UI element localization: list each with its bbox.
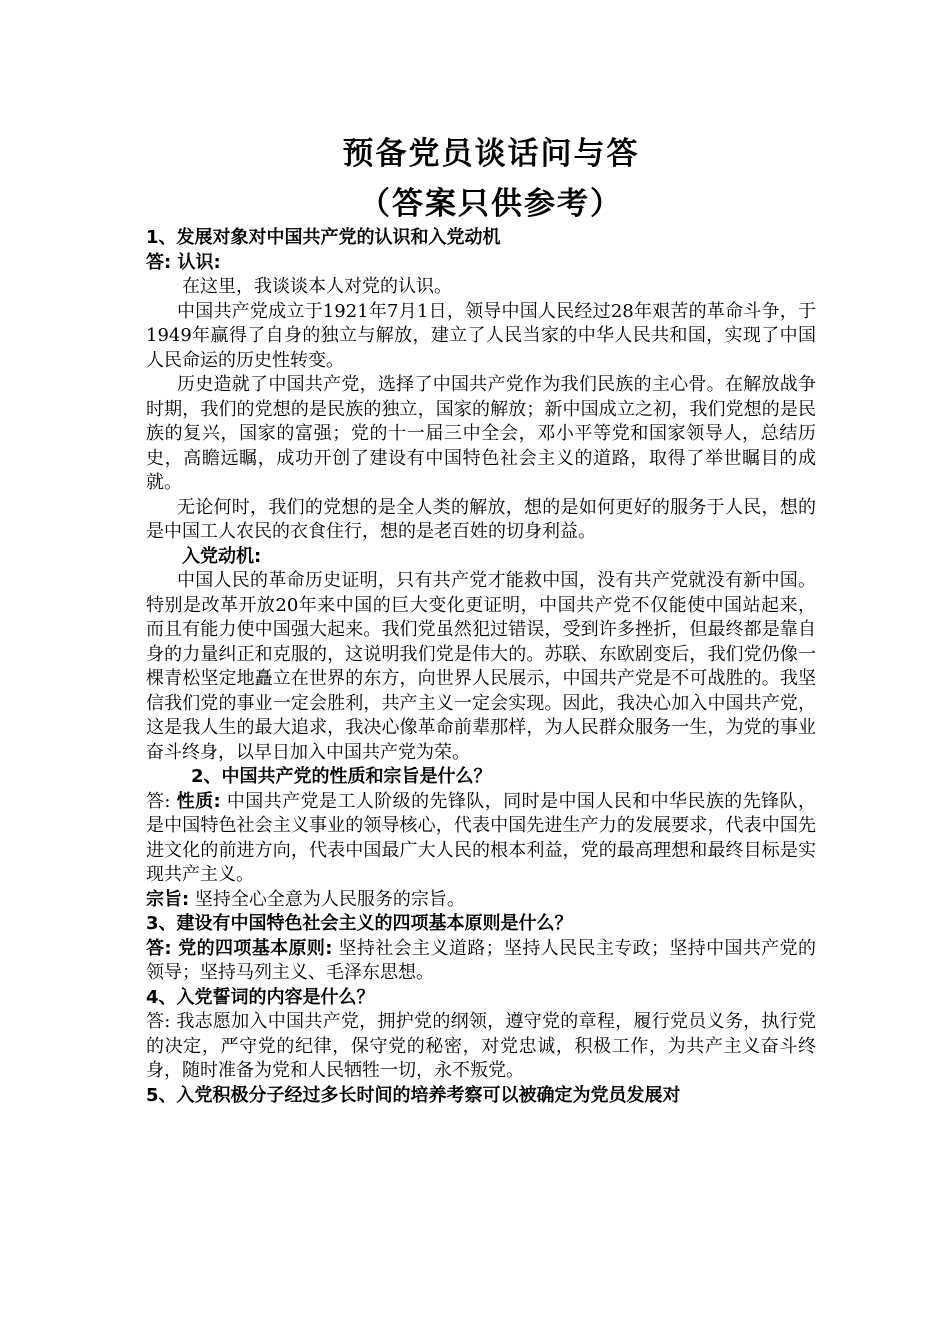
- nature-text: 中国共产党是工人阶级的先锋队，同时是中国人民和中华民族的先锋队，是中国特色社会主义事业的领导核心，代表中国先进生产力的发展要求，代表中国先进文化的前进方向，代表中国最广大人民的根本利益，党的最高理想和最终目标是实现共产主义。: [146, 790, 817, 885]
- answer-1-paragraph-3: 历史造就了中国共产党，选择了中国共产党作为我们民族的主心骨。在解放战争时期，我们的党想的是民族的独立，国家的解放；新中国成立之初，我们党想的是民族的复兴，国家的富强；党的十一届三中全会，邓小平等党和国家领导人，总结历史，高瞻远瞩，成功开创了建设有中国特色社会主义的道路，取得了举世瞩目的成就。: [146, 374, 816, 493]
- answer-1-paragraph-4: 无论何时，我们的党想的是全人类的解放，想的是如何更好的服务于人民，想的是中国工人农民的衣食住行，想的是老百姓的切身利益。: [146, 496, 816, 542]
- purpose-label: 宗旨:: [146, 888, 190, 910]
- purpose-text: 坚持全心全意为人民服务的宗旨。: [189, 888, 465, 910]
- answer-3: [146, 937, 816, 986]
- question-2: 2、中国共产党的性质和宗旨是什么？: [191, 766, 492, 787]
- question-3: 3、建设有中国特色社会主义的四项基本原则是什么？: [146, 913, 573, 934]
- answer-3-label: 答: 党的四项基本原则:: [146, 937, 333, 959]
- document-subtitle: （答案只供参考）: [359, 186, 623, 222]
- document-body: [146, 226, 816, 1108]
- answer-1-paragraph-2: 中国共产党成立于1921年7月1日，领导中国人民经过28年艰苦的革命斗争，于1949年赢得了自身的独立与解放，建立了人民当家的中华人民共和国，实现了中国人民命运的历史性转变。: [146, 300, 816, 371]
- answer-1-label: 答: 认识:: [146, 251, 221, 273]
- answer-1-paragraph-1: 在这里，我谈谈本人对党的认识。: [182, 276, 452, 297]
- question-4: 4、入党誓词的内容是什么？: [146, 986, 375, 1008]
- answer-3-text: 坚持社会主义道路；坚持人民民主专政；坚持中国共产党的领导；坚持马列主义、毛泽东思想。: [146, 937, 816, 983]
- question-5: 5、入党积极分子经过多长时间的培养考察可以被确定为党员发展对: [146, 1084, 681, 1106]
- motive-label: 入党动机:: [182, 545, 262, 567]
- answer-2-prefix: 答:: [146, 790, 177, 812]
- answer-2-purpose: [146, 888, 816, 913]
- document-title: 预备党员谈话问与答: [342, 136, 640, 172]
- question-1: 1、发展对象对中国共产党的认识和入党动机: [146, 227, 501, 248]
- answer-1-paragraph-5: 中国人民的革命历史证明，只有共产党才能救中国，没有共产党就没有新中国。特别是改革开放20年来中国的巨大变化更证明，中国共产党不仅能使中国站起来，而且有能力使中国强大起来。我们党虽然犯过错误，受到许多挫折，但最终都是靠自身的力量纠正和克服的，这说明我们党是伟大的。苏联、东欧剧变后，我们党仍像一棵青松坚定地矗立在世界的东方，向世界人民展示，中国共产党是不可战胜的。我坚信我们党的事业一定会胜利，共产主义一定会实现。因此，我决心加入中国共产党，这是我人生的最大追求，我决心像革命前辈那样，为人民群众服务一生，为党的事业奋斗终身，以早日加入中国共产党为荣。: [146, 570, 816, 763]
- answer-2-nature: [146, 790, 816, 888]
- nature-label: 性质:: [176, 790, 221, 812]
- answer-4: 答: 我志愿加入中国共产党，拥护党的纲领，遵守党的章程，履行党员义务，执行党的决定，严守党的纪律，保守党的秘密，对党忠诚，积极工作，为共产主义奋斗终身，随时准备为党和人民牺牲一切，永不叛党。: [146, 1011, 816, 1081]
